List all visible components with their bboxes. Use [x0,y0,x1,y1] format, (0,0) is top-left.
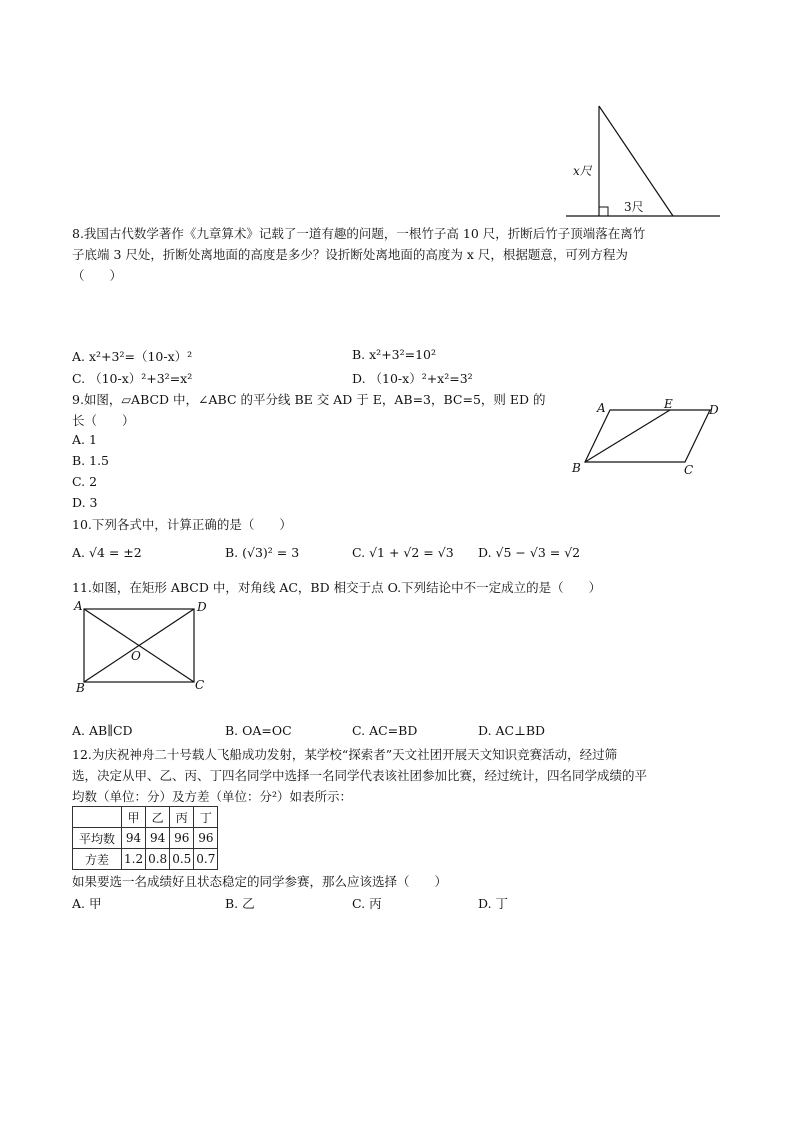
q12-option-d[interactable]: D. 丁 [478,896,509,911]
q12-line1: 12.为庆祝神舟二十号载人飞船成功发射，某学校“探索者”天文社团开展天文知识竞赛活动，经过筛 [72,747,618,762]
q9-option-b[interactable]: B. 1.5 [72,453,110,468]
q12-line3: 均数（单位：分）及方差（单位：分²）如表所示： [72,789,353,804]
fig9-label-e: E [664,397,673,411]
q11-option-c[interactable]: C. AC=BD [352,723,418,738]
bamboo-triangle-figure [560,100,730,225]
table-cell: 94 [122,828,146,849]
fig11-label-b: B [76,681,85,695]
q11-option-a[interactable]: A. AB∥CD [72,723,133,738]
table-cell: 0.8 [146,849,170,870]
q9-line2: 长（ ） [72,413,135,428]
rectangle-figure [72,598,212,694]
q12-option-c[interactable]: C. 丙 [352,896,382,911]
q9-option-c[interactable]: C. 2 [72,474,98,489]
table-cell: 丁 [194,807,218,828]
q12-line4: 如果要选一名成绩好且状态稳定的同学参赛，那么应该选择（ ） [72,874,448,889]
q8-option-d[interactable]: D. （10-x）²+x²=3² [352,371,473,386]
score-table [72,806,218,870]
table-cell: 0.5 [170,849,194,870]
table-header-row [73,807,218,828]
q8-option-b[interactable]: B. x²+3²=10² [352,347,437,362]
table-cell: 1.2 [122,849,146,870]
q10-option-d[interactable]: D. √5 − √3 = √2 [478,545,581,560]
q11-line1: 11.如图，在矩形 ABCD 中，对角线 AC，BD 相交于点 O.下列结论中不一定成立的是（ ） [72,580,602,595]
table-cell: 平均数 [73,828,122,849]
q8-option-c[interactable]: C. （10-x）²+3²=x² [72,371,193,386]
fig8-bottom-label: 3尺 [624,200,644,214]
q12-option-a[interactable]: A. 甲 [72,896,102,911]
table-row [73,849,218,870]
q8-line1: 8.我国古代数学著作《九章算术》记载了一道有趣的问题，一根竹子高 10 尺，折断后竹子顶端落在离竹 [72,226,646,241]
q8-option-a[interactable]: A. x²+3²=（10-x）² [72,349,193,364]
q9-line1: 9.如图，▱ABCD 中，∠ABC 的平分线 BE 交 AD 于 E，AB=3，BC=5，则 ED 的 [72,392,546,407]
q10-option-b[interactable]: B. (√3)² = 3 [225,545,300,560]
fig8-left-label: x尺 [573,164,592,178]
fig9-label-c: C [684,463,694,477]
q11-option-d[interactable]: D. AC⊥BD [478,723,546,738]
fig11-label-c: C [195,678,205,692]
table-cell: 方差 [73,849,122,870]
table-cell: 乙 [146,807,170,828]
table-cell [73,807,122,828]
table-cell: 96 [170,828,194,849]
fig11-label-o: O [131,649,141,663]
q8-line3: （ ） [72,268,123,283]
q10-option-a[interactable]: A. √4 = ±2 [72,545,142,560]
q11-option-b[interactable]: B. OA=OC [225,723,292,738]
fig9-label-a: A [597,401,606,415]
table-cell: 94 [146,828,170,849]
parallelogram-figure [565,398,730,478]
q10-option-c[interactable]: C. √1 + √2 = √3 [352,545,454,560]
fig11-label-a: A [74,599,83,613]
table-row [73,828,218,849]
table-cell: 甲 [122,807,146,828]
table-cell: 丙 [170,807,194,828]
table-cell: 0.7 [194,849,218,870]
table-cell: 96 [194,828,218,849]
fig9-label-b: B [572,461,581,475]
q8-line2: 子底端 3 尺处，折断处离地面的高度是多少？设折断处离地面的高度为 x 尺，根据题意，可列方程为 [72,247,628,262]
q10-line1: 10.下列各式中，计算正确的是（ ） [72,517,292,532]
q12-option-b[interactable]: B. 乙 [225,896,255,911]
fig9-label-d: D [709,403,719,417]
q12-line2: 选，决定从甲、乙、丙、丁四名同学中选择一名同学代表该社团参加比赛，经过统计，四名同学成绩的平 [72,768,648,783]
fig11-label-d: D [197,600,207,614]
q9-option-d[interactable]: D. 3 [72,495,98,510]
q9-option-a[interactable]: A. 1 [72,432,97,447]
